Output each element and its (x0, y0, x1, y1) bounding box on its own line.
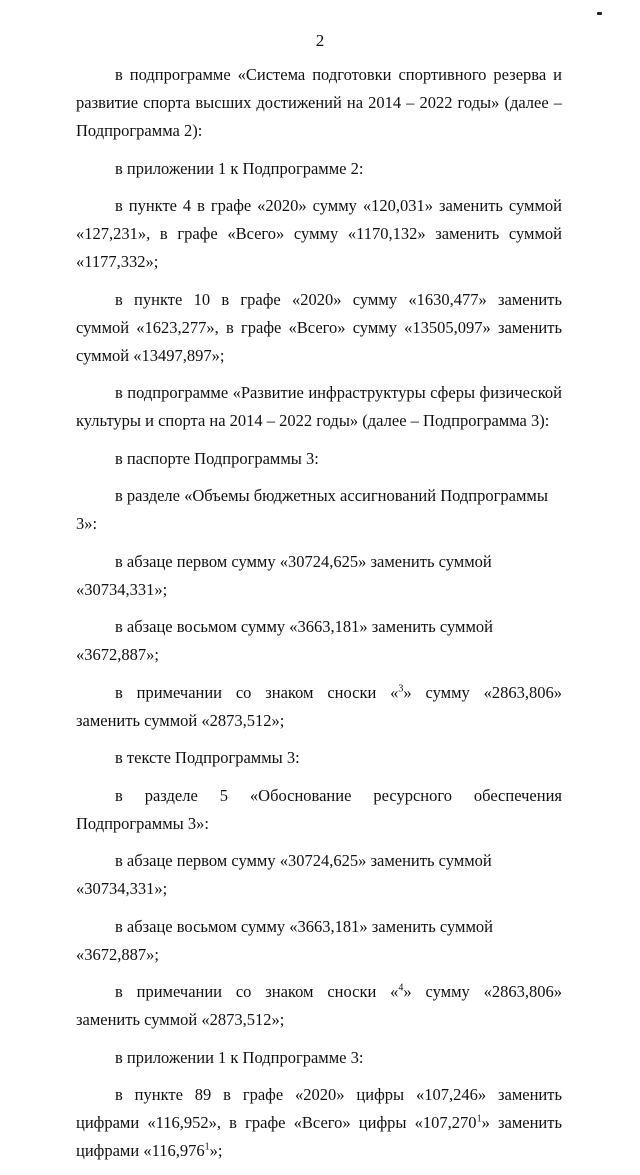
paragraph-text: » заменить цифрами «116,976 (76, 1113, 562, 1160)
paragraph (76, 445, 562, 473)
paragraph-text: в разделе 5 «Обоснование ресурсного обеспечения Подпрограммы 3»: (76, 785, 562, 833)
footnote-mark: 1 (476, 1113, 482, 1125)
paragraph-text: в приложении 1 к Подпрограмме 2: (115, 158, 364, 178)
paragraph-text: в паспорте Подпрограммы 3: (115, 448, 319, 468)
paragraph (76, 192, 562, 276)
page-number: 2 (315, 31, 325, 50)
paragraph-text: в пункте 89 в графе «2020» цифры «107,246» заменить цифрами «116,952», в графе «Всего» цифры «107,270 (76, 1085, 562, 1132)
paragraph (76, 379, 562, 435)
paragraph-text: в абзаце первом сумму «30724,625» заменить суммой «30734,331»; (76, 551, 492, 599)
scan-mark (597, 12, 602, 15)
paragraph (76, 744, 562, 772)
paragraph-text: »; (209, 1141, 223, 1160)
paragraph-text: в разделе «Объемы бюджетных ассигнований Подпрограммы 3»: (76, 486, 548, 533)
paragraph-text: в абзаце восьмом сумму «3663,181» заменить суммой «3672,887»; (76, 916, 494, 964)
paragraph (76, 613, 562, 669)
paragraph-text: в пункте 4 в графе «2020» сумму «120,031» заменить суммой «127,231», в графе «Всего» сумму «1170,132» заменить суммой «1177,332»; (76, 196, 562, 271)
paragraph-text: в тексте Подпрограммы 3: (115, 748, 300, 767)
footnote-mark: 1 (204, 1141, 210, 1153)
paragraph-text: в абзаце восьмом сумму «3663,181» заменить суммой «3672,887»; (76, 617, 494, 664)
document-body (76, 61, 562, 1175)
paragraph-text: в абзаце первом сумму «30724,625» заменить суммой «30734,331»; (76, 851, 492, 898)
paragraph-text: в пункте 10 в графе «2020» сумму «1630,477» заменить суммой «1623,277», в графе «Всего» сумму «13505,097» заменить суммой «13497,897»; (76, 289, 562, 365)
paragraph (76, 482, 562, 538)
paragraph (76, 978, 562, 1034)
paragraph (76, 155, 562, 183)
paragraph-text: в примечании со знаком сноски « (115, 682, 399, 702)
paragraph (76, 782, 562, 838)
paragraph-text: в приложении 1 к Подпрограмме 3: (115, 1047, 364, 1067)
paragraph-text: » сумму «2863,806» заменить суммой «2873,512»; (76, 982, 563, 1029)
paragraph (76, 548, 562, 604)
paragraph-text: в подпрограмме «Развитие инфраструктуры сферы физической культуры и спорта на 2014 – 2022 годы» (далее – Подпрограмма 3): (76, 383, 562, 430)
paragraph-text: в подпрограмме «Система подготовки спортивного резерва и развитие спорта высших достижений на 2014 – 2022 годы» (далее – Подпрограмма 2): (76, 65, 562, 140)
paragraph (76, 913, 562, 969)
paragraph (76, 1044, 562, 1072)
paragraph-text: » сумму «2863,806» заменить суммой «2873,512»; (76, 682, 563, 730)
footnote-mark: 4 (398, 982, 404, 994)
footnote-mark: 3 (398, 683, 404, 694)
paragraph (76, 286, 562, 370)
paragraph (76, 847, 562, 903)
paragraph (76, 679, 562, 735)
paragraph-text: в примечании со знаком сноски « (115, 982, 399, 1001)
paragraph (76, 61, 562, 145)
paragraph (76, 1081, 562, 1165)
